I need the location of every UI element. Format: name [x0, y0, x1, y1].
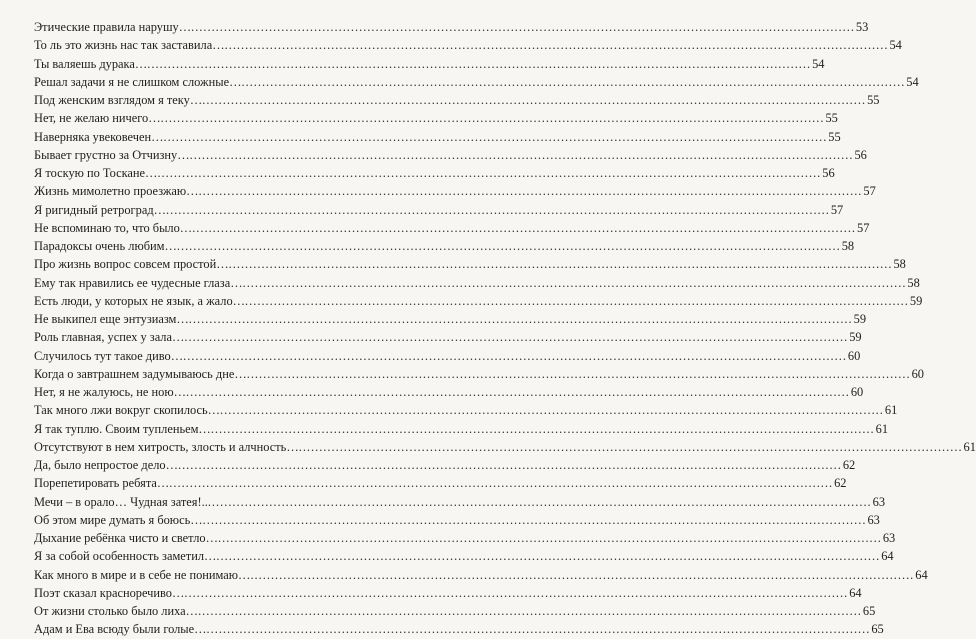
dot-leader [189, 310, 853, 328]
toc-entry-title: Порепетировать ребята… [34, 476, 170, 491]
toc-entry-title: Я тоскую по Тоскане… [34, 166, 158, 180]
toc-entry [34, 255, 906, 273]
toc-entry-title: Решал задачи я не слишком сложные… [34, 74, 242, 89]
dot-leader [211, 420, 875, 438]
dot-leader [166, 201, 830, 219]
toc-entry [34, 347, 861, 365]
toc-entry [34, 182, 876, 200]
toc-entry [34, 438, 976, 456]
toc-entry [34, 201, 844, 219]
dot-leader [147, 55, 811, 73]
dot-leader [184, 328, 848, 346]
dot-leader [247, 365, 911, 383]
dot-leader [202, 91, 866, 109]
dot-leader [241, 73, 905, 91]
toc-entry-page: 55 [828, 129, 841, 144]
table-of-contents [34, 18, 976, 639]
toc-entry [34, 493, 886, 511]
dot-leader [157, 164, 821, 182]
toc-entry [34, 91, 880, 109]
toc-entry-title: Ему так нравились ее чудесные глаза… [34, 275, 243, 290]
toc-entry-title: Под женским взглядом я теку… [34, 93, 203, 107]
toc-entry [34, 584, 862, 602]
toc-entry [34, 292, 923, 310]
toc-entry-page: 63 [882, 531, 896, 545]
toc-entry-title: Дыхание ребёнка чисто и светло… [34, 531, 219, 545]
toc-entry [34, 602, 876, 620]
dot-leader [299, 438, 963, 456]
toc-entry [34, 18, 869, 36]
toc-entry-title: Нет, я не жалуюсь, не ною… [34, 385, 187, 399]
toc-entry-page: 53 [855, 20, 869, 34]
toc-entry [34, 529, 896, 547]
dot-leader [225, 36, 889, 54]
toc-entry-title: Жизнь мимолетно проезжаю… [34, 184, 199, 199]
toc-entry-title: Да, было непростое дело… [34, 458, 178, 472]
toc-entry [34, 420, 889, 438]
toc-entry [34, 547, 894, 565]
dot-leader [177, 237, 841, 255]
toc-entry-page: 63 [867, 512, 880, 527]
toc-entry [34, 274, 920, 292]
toc-entry [34, 328, 862, 346]
toc-entry-page: 60 [911, 366, 924, 381]
toc-entry-title: Наверняка увековечен… [34, 129, 164, 144]
toc-entry [34, 511, 880, 529]
toc-entry-title: Об этом мире думать я боюсь… [34, 512, 203, 527]
toc-entry [34, 237, 855, 255]
dot-leader [186, 383, 850, 401]
toc-entry-title: Не вспоминаю то, что было… [34, 220, 193, 235]
toc-entry-title: Бывает грустно за Отчизну… [34, 147, 190, 162]
toc-entry-title: Нет, не желаю ничего… [34, 111, 161, 126]
toc-entry-title: Не выкипел еще энтузиазм… [34, 312, 189, 326]
toc-entry-title: Я за собой особенность заметил… [34, 549, 217, 564]
dot-leader [161, 109, 825, 127]
toc-entry-title: Ты валяешь дурака… [34, 56, 148, 71]
dot-leader [243, 274, 907, 292]
toc-entry-title: Как много в мире и в себе не понимаю… [34, 567, 251, 582]
toc-entry-page: 56 [854, 147, 867, 162]
toc-entry-page: 60 [847, 348, 861, 363]
toc-entry-page: 59 [849, 330, 862, 345]
toc-entry [34, 36, 902, 54]
dot-leader [190, 146, 854, 164]
toc-entry-page: 58 [893, 257, 906, 272]
toc-entry-page: 61 [875, 421, 889, 436]
toc-entry-page: 62 [834, 476, 847, 491]
toc-entry-page: 54 [889, 38, 902, 53]
toc-entry-page: 58 [907, 275, 920, 290]
toc-entry-page: 55 [867, 93, 880, 107]
dot-leader [191, 18, 855, 36]
toc-entry-title: Поэт сказал красноречиво… [34, 585, 185, 600]
toc-entry [34, 474, 847, 492]
dot-leader [216, 547, 880, 565]
toc-entry-title: Адам и Ева всюду были голые… [34, 622, 207, 637]
dot-leader [208, 493, 872, 511]
toc-entry-page: 54 [812, 56, 825, 71]
toc-entry-title: Парадоксы очень любим… [34, 239, 177, 253]
toc-entry-title: Есть люди, у которых не язык, а жало… [34, 293, 246, 308]
toc-entry-page: 58 [841, 239, 855, 253]
dot-leader [183, 347, 847, 365]
toc-entry-page: 59 [909, 293, 923, 308]
toc-entry-title: Случилось тут такое диво… [34, 348, 184, 363]
toc-entry-title: Я ригидный ретроград… [34, 202, 167, 217]
dot-leader [163, 128, 827, 146]
toc-entry [34, 310, 867, 328]
toc-entry-page: 57 [857, 220, 870, 235]
toc-entry-page: 57 [863, 184, 876, 199]
toc-entry-page: 65 [871, 622, 884, 637]
toc-entry-title: Я так туплю. Своим тупленьем… [34, 421, 211, 436]
dot-leader [169, 474, 833, 492]
toc-entry [34, 146, 867, 164]
toc-entry-page: 65 [862, 604, 876, 618]
dot-leader [207, 620, 871, 638]
dot-leader [198, 602, 862, 620]
dot-leader [250, 566, 914, 584]
toc-entry [34, 383, 864, 401]
toc-entry [34, 128, 841, 146]
dot-leader [218, 529, 882, 547]
toc-entry-page: 60 [850, 385, 864, 399]
toc-entry-page: 64 [915, 567, 928, 582]
toc-entry-page: 55 [825, 111, 838, 126]
dot-leader [203, 511, 867, 529]
dot-leader [199, 182, 863, 200]
toc-entry [34, 620, 884, 638]
toc-entry-page: 61 [884, 403, 898, 418]
toc-entry [34, 219, 870, 237]
toc-entry-title: От жизни столько было лиха… [34, 604, 199, 618]
toc-entry-title: Так много лжи вокруг скопилось… [34, 403, 221, 418]
toc-entry-title: Когда о завтрашнем задумываюсь дне… [34, 366, 247, 381]
dot-leader [245, 292, 909, 310]
toc-entry [34, 73, 919, 91]
toc-entry [34, 401, 898, 419]
toc-entry-title: То ль это жизнь нас так заставила… [34, 38, 225, 53]
toc-entry-title: Этические правила нарушу… [34, 20, 192, 34]
toc-entry-page: 54 [906, 74, 919, 89]
toc-entry-page: 56 [822, 166, 835, 180]
toc-entry [34, 164, 835, 182]
toc-entry [34, 566, 928, 584]
toc-entry-title: Про жизнь вопрос совсем простой… [34, 257, 229, 272]
dot-leader [220, 401, 884, 419]
toc-entry-page: 61 [963, 439, 976, 454]
toc-entry-page: 57 [830, 202, 844, 217]
toc-entry-page: 63 [872, 494, 886, 509]
dot-leader [178, 456, 842, 474]
toc-entry [34, 109, 838, 127]
toc-entry [34, 365, 924, 383]
toc-entry [34, 55, 825, 73]
toc-entry-page: 64 [881, 549, 894, 564]
toc-entry [34, 456, 856, 474]
dot-leader [192, 219, 856, 237]
toc-entry-title: Роль главная, успех у зала… [34, 330, 185, 345]
toc-entry-page: 62 [842, 458, 856, 472]
toc-entry-page: 64 [849, 585, 862, 600]
toc-entry-title: Отсутствуют в нем хитрость, злость и алчность… [34, 439, 299, 454]
toc-entry-title: Мечи – в орало… Чудная затея!.. [34, 494, 208, 509]
toc-entry-page: 59 [853, 312, 867, 326]
dot-leader [184, 584, 848, 602]
dot-leader [229, 255, 893, 273]
